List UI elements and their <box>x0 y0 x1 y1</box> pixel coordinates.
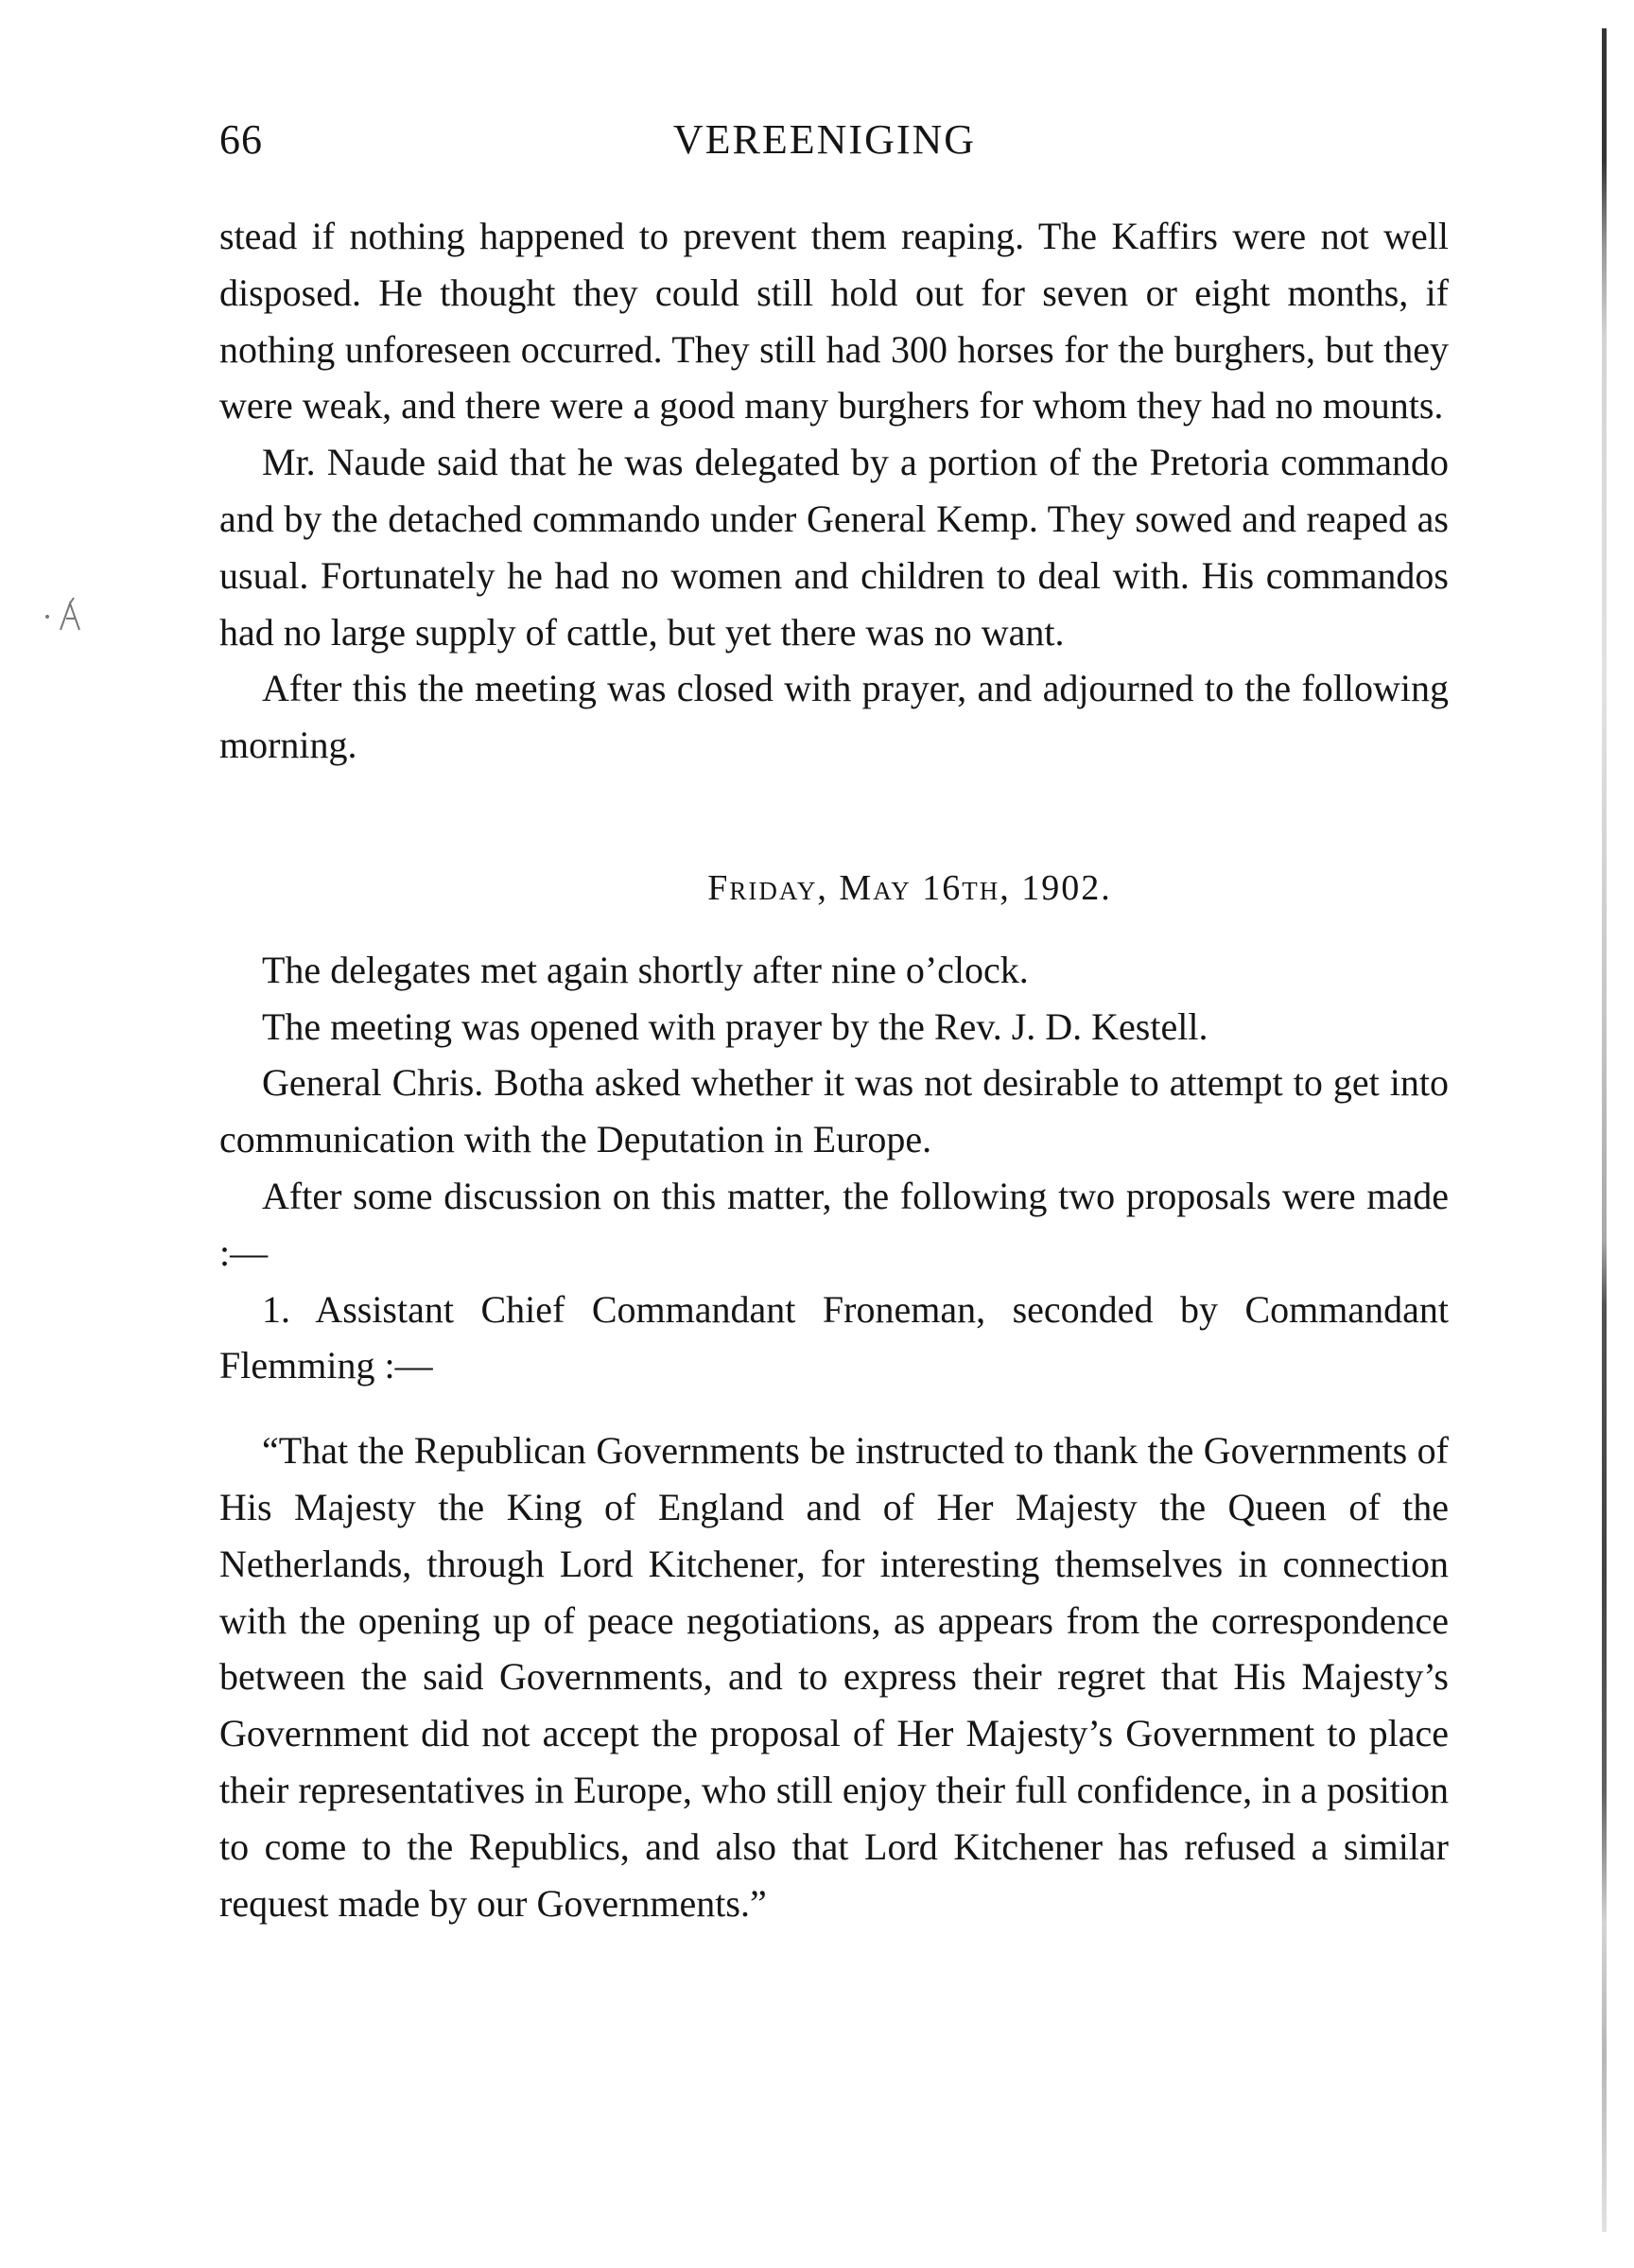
section-heading: Friday, May 16th, 1902. <box>707 867 1112 908</box>
quote-spacer <box>219 1394 1449 1422</box>
running-title: VEREENIGING <box>672 116 977 163</box>
scan-edge-artifact <box>1602 28 1607 2232</box>
paragraph-6: General Chris. Botha asked whether it was not desirable to attempt to get into communication with the Deputation in Europe. <box>219 1061 1449 1161</box>
paragraph-3: After this the meeting was closed with prayer, and adjourned to the following morning. <box>219 667 1449 767</box>
paragraph-1: stead if nothing happened to prevent them reaping. The Kaffirs were not well disposed. He thought they could still hold out for seven or eight months, if nothing unforeseen occurred. They still had 300 horses for the burghers, but they were weak, and there were a good many burghers for whom they had no mounts. <box>219 215 1449 427</box>
page-number: 66 <box>219 116 263 163</box>
paragraph-2: Mr. Naude said that he was delegated by a portion of the Pretoria commando and by the detached commando under General Kemp. They sowed and reaped as usual. Fortunately he had no women and children to deal with. His commandos had no large supply of cattle, but yet there was no want. <box>219 441 1449 654</box>
page-body <box>219 208 1449 1931</box>
paragraph-5: The meeting was opened with prayer by the Rev. J. D. Kestell. <box>262 1004 1208 1048</box>
paragraph-7: After some discussion on this matter, the following two proposals were made :— <box>219 1174 1449 1274</box>
page-header <box>219 115 1449 172</box>
resolution-quote: “That the Republican Governments be instructed to thank the Governments of His Majesty the King of England and of Her Majesty the Queen of the Netherlands, through Lord Kitchener, for interesting themselves in connection with the opening up of peace negotiations, as appears from the correspondence between the said Governments, and to express their regret that His Majesty’s Government did not accept the proposal of Her Majesty’s Government to place their representatives in Europe, who still enjoy their full confidence, in a position to come to the Republics, and also that Lord Kitchener has refused a similar request made by our Governments.” <box>219 1429 1449 1925</box>
paragraph-4: The delegates met again shortly after nine o’clock. <box>262 948 1029 991</box>
margin-pencil-mark <box>42 594 98 641</box>
paragraph-8: 1. Assistant Chief Commandant Froneman, seconded by Commandant Flemming :— <box>219 1287 1449 1387</box>
